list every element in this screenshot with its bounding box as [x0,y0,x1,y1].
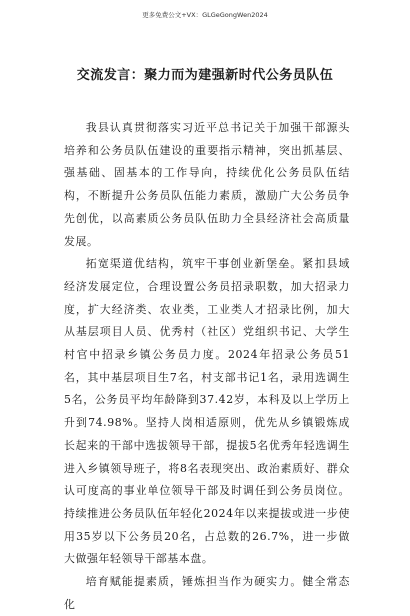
paragraph-intro: 我县认真贯彻落实习近平总书记关于加强干部源头培养和公务员队伍建设的重要指示精神，突出抓基层、强基础、固基本的工作导向，持续优化公务员队伍结构，不断提升公务员队伍能力素质，激励广大公务员争先创优，以高素质公务员队伍助力全县经济社会高质量发展。 [64,121,350,248]
document-title: 交流发言：聚力而为建强新时代公务员队伍 [76,68,334,83]
header-note: 更多免费公文+VX：GLGeGongWen2024 [142,11,268,19]
document-body [64,117,350,616]
paragraph-training: 培育赋能提素质，锤炼担当作为硬实力。健全常态化 [64,575,350,611]
paragraph-structure: 拓宽渠道优结构，筑牢干事创业新堡垒。紧扣县域经济发展定位，合理设置公务员招录职数，加大招录力度，扩大经济类、农业类，工业类人才招录比例，加大从基层项目人员、优秀村（社区）党组织书记、大学生村官中招录乡镇公务员力度。2024年招录公务员51名，其中基层项目生7名，村支部书记1名，录用选调生5名，公务员平均年龄降到37.42岁，本科及以上学历上升到74.98%。坚持人岗相适原则，优先从乡镇锻炼成长起来的干部中选拔领导干部，提拔5名优秀年轻选调生进入乡镇领导班子，将8名表现突出、政治素质好、群众认可度高的事业单位领导干部及时调任到公务员岗位。持续推进公务员队伍年轻化2024年以来提拔或进一步使用35岁以下公务员20名，占总数的26.7%，进一步做大做强年轻领导干部基本盘。 [64,257,350,566]
